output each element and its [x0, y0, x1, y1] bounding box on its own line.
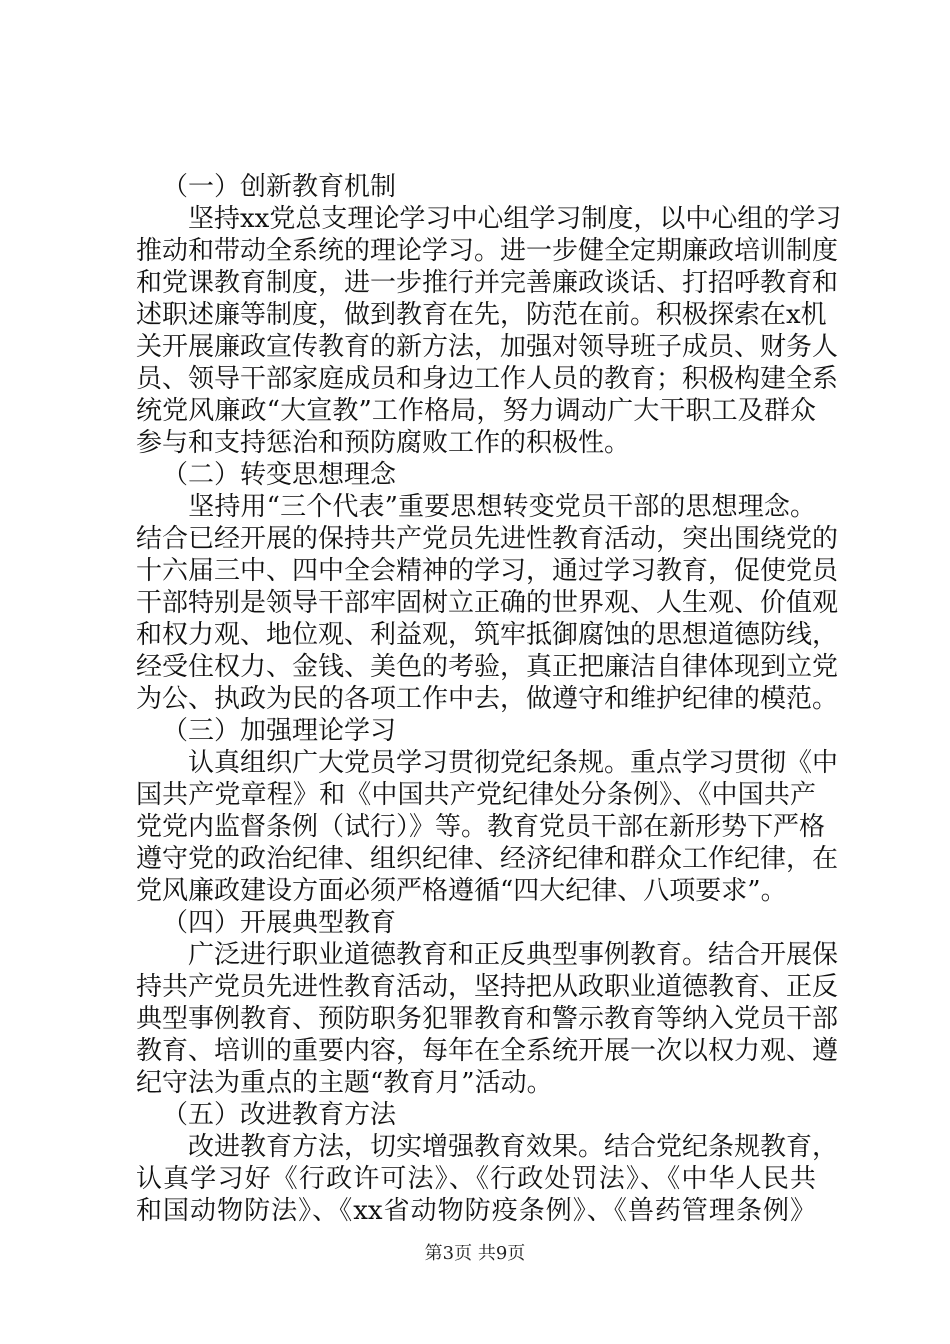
section-4 — [136, 907, 839, 1099]
text-line: 推动和带动全系统的理论学习。进一步健全定期廉政培训制度 — [136, 236, 839, 266]
section-heading: （四）开展典型教育 — [162, 908, 397, 938]
paragraph — [136, 203, 842, 459]
text-line: 持共产党员先进性教育活动，坚持把从政职业道德教育、正反 — [136, 972, 839, 1002]
text-line: 坚持xx党总支理论学习中心组学习制度，以中心组的学习 — [136, 204, 842, 234]
text-line: 认真学习好《行政许可法》、《行政处罚法》、《中华人民共 — [136, 1164, 816, 1194]
text-line: 典型事例教育、预防职务犯罪教育和警示教育等纳入党员干部 — [136, 1004, 839, 1034]
text-line: 结合已经开展的保持共产党员先进性教育活动，突出围绕党的 — [136, 524, 839, 554]
text-line: 和权力观、地位观、利益观，筑牢抵御腐蚀的思想道德防线， — [136, 620, 839, 650]
section-heading: （二）转变思想理念 — [162, 460, 397, 490]
paragraph — [136, 491, 839, 715]
text-line: 国共产党章程》和《中国共产党纪律处分条例》、《中国共产 — [136, 780, 816, 810]
text-line: 认真组织广大党员学习贯彻党纪条规。重点学习贯彻《中 — [136, 748, 839, 778]
section-5 — [136, 1099, 839, 1227]
text-line: 教育、培训的重要内容，每年在全系统开展一次以权力观、遵 — [136, 1036, 839, 1066]
section-heading: （三）加强理论学习 — [162, 716, 397, 746]
text-line: 遵守党的政治纪律、组织纪律、经济纪律和群众工作纪律，在 — [136, 844, 839, 874]
section-heading: （一）创新教育机制 — [162, 172, 397, 202]
text-line: 干部特别是领导干部牢固树立正确的世界观、人生观、价值观 — [136, 588, 839, 618]
text-line: 纪守法为重点的主题“教育月”活动。 — [136, 1068, 553, 1098]
text-line: 坚持用“三个代表”重要思想转变党员干部的思想理念。 — [136, 492, 816, 522]
text-line: 和国动物防法》、《xx省动物防疫条例》、《兽药管理条例》 — [136, 1196, 816, 1226]
text-line: 员、领导干部家庭成员和身边工作人员的教育；积极构建全系 — [136, 364, 839, 394]
text-line: 党党内监督条例（试行）》等。教育党员干部在新形势下严格 — [136, 812, 826, 842]
text-line: 广泛进行职业道德教育和正反典型事例教育。结合开展保 — [136, 940, 839, 970]
text-line: 为公、执政为民的各项工作中去，做遵守和维护纪律的模范。 — [136, 684, 839, 714]
text-line: 和党课教育制度，进一步推行并完善廉政谈话、打招呼教育和 — [136, 268, 839, 298]
text-line: 述职述廉等制度，做到教育在先，防范在前。积极探索在x机 — [136, 300, 827, 330]
text-line: 经受住权力、金钱、美色的考验，真正把廉洁自律体现到立党 — [136, 652, 839, 682]
document-body — [136, 171, 842, 1227]
page-number: 第3页 共9页 — [424, 1243, 526, 1264]
section-1 — [136, 171, 842, 459]
paragraph — [136, 747, 839, 907]
text-line: 参与和支持惩治和预防腐败工作的积极性。 — [136, 428, 631, 458]
section-heading: （五）改进教育方法 — [162, 1100, 397, 1130]
section-2 — [136, 459, 839, 715]
text-line: 关开展廉政宣传教育的新方法，加强对领导班子成员、财务人 — [136, 332, 839, 362]
text-line: 十六届三中、四中全会精神的学习，通过学习教育，促使党员 — [136, 556, 839, 586]
section-3 — [136, 715, 839, 907]
text-line: 改进教育方法，切实增强教育效果。结合党纪条规教育， — [136, 1132, 839, 1162]
paragraph — [136, 1131, 839, 1227]
text-line: 党风廉政建设方面必须严格遵循“四大纪律、八项要求”。 — [136, 876, 787, 906]
paragraph — [136, 939, 839, 1099]
text-line: 统党风廉政“大宣教”工作格局，努力调动广大干职工及群众 — [136, 396, 816, 426]
